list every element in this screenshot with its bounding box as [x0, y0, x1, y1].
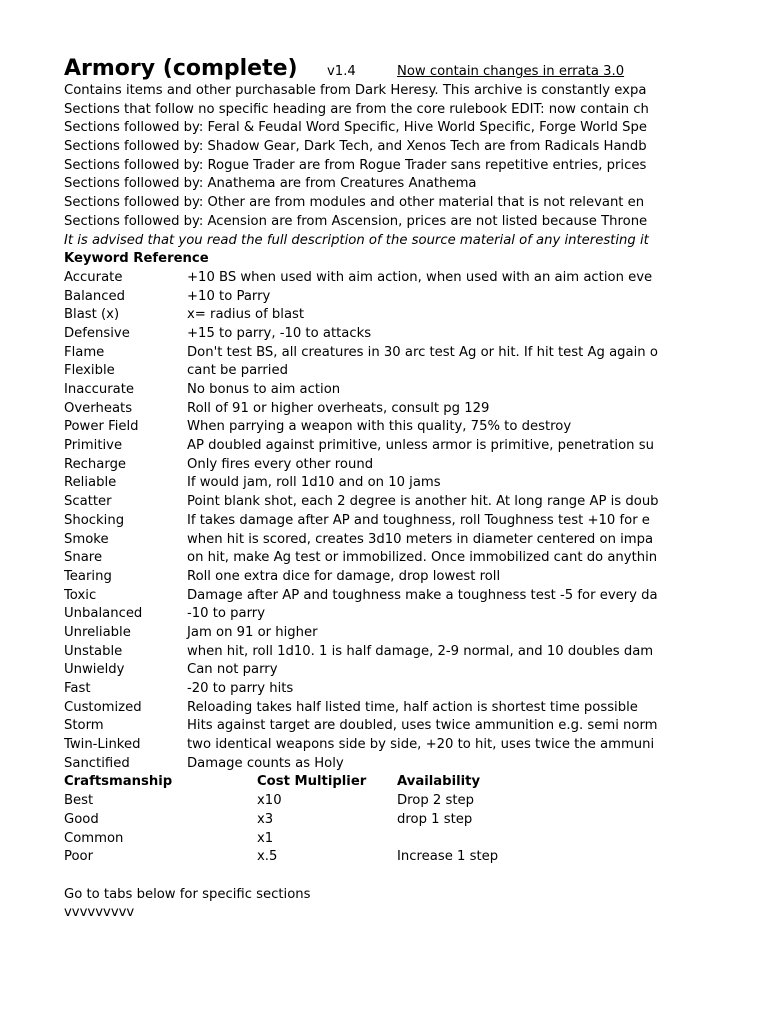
keyword-desc: Roll of 91 or higher overheats, consult pg 129: [187, 400, 490, 416]
keyword-name: Unreliable: [64, 624, 131, 640]
keyword-desc: If would jam, roll 1d10 and on 10 jams: [187, 475, 441, 491]
availability-cell: Drop 2 step: [397, 793, 475, 809]
keyword-desc: when hit, roll 1d10. 1 is half damage, 2-9 normal, and 10 doubles dam: [187, 643, 654, 659]
keyword-name: Fast: [64, 681, 91, 696]
keyword-name: Unwieldy: [64, 662, 125, 678]
keyword-row: [64, 288, 677, 307]
keyword-row: [64, 680, 677, 699]
keyword-desc: -20 to parry hits: [187, 681, 294, 696]
table-row: [64, 848, 677, 867]
footer-arrows: vvvvvvvvv: [64, 905, 135, 921]
footer-note: Go to tabs below for specific sections: [64, 886, 311, 902]
keyword-desc: If takes damage after AP and toughness, roll Toughness test +10 for e: [187, 512, 650, 528]
keyword-desc: Point blank shot, each 2 degree is another hit. At long range AP is doub: [187, 494, 659, 510]
keyword-name: Blast (x): [64, 307, 120, 323]
intro-line: Sections followed by: Acension are from Ascension, prices are not listed because Throne: [64, 213, 648, 229]
keyword-name: Reliable: [64, 475, 117, 491]
advice-line: It is advised that you read the full description of the source material of any interesting it: [64, 232, 649, 248]
keyword-table: [64, 269, 677, 774]
keyword-name: Shocking: [64, 512, 125, 528]
keyword-name: Storm: [64, 718, 104, 734]
availability-cell: Increase 1 step: [397, 849, 499, 865]
keyword-desc: AP doubled against primitive, unless armor is primitive, penetration su: [187, 438, 654, 454]
cost-multiplier-cell: x10: [257, 793, 282, 809]
keyword-desc: Jam on 91 or higher: [187, 624, 318, 640]
keyword-row: [64, 474, 677, 493]
keyword-heading: Keyword Reference: [64, 251, 209, 267]
keyword-row: [64, 624, 677, 643]
keyword-row: [64, 418, 677, 437]
keyword-name: Defensive: [64, 325, 130, 341]
keyword-name: Unstable: [64, 643, 123, 659]
keyword-row: [64, 306, 677, 325]
intro-line: Contains items and other purchasable from Dark Heresy. This archive is constantly expa: [64, 83, 647, 98]
keyword-name: Toxic: [64, 587, 97, 603]
intro-line: Sections followed by: Rogue Trader are from Rogue Trader sans repetitive entries, prices: [64, 157, 647, 173]
keyword-row: [64, 325, 677, 344]
blank-row: [64, 867, 677, 886]
intro-line: Sections followed by: Other are from modules and other material that is not relevant en: [64, 195, 645, 211]
spreadsheet-content: [64, 55, 677, 935]
keyword-name: Tearing: [64, 568, 112, 584]
cost-multiplier-cell: x3: [257, 811, 274, 827]
craftsmanship-header: Craftsmanship: [64, 774, 173, 790]
keyword-row: [64, 362, 677, 381]
keyword-row: [64, 661, 677, 680]
keyword-desc: Roll one extra dice for damage, drop lowest roll: [187, 568, 501, 584]
keyword-name: Snare: [64, 550, 103, 566]
keyword-desc: Only fires every other round: [187, 456, 374, 472]
keyword-name: Accurate: [64, 269, 123, 285]
keyword-row: [64, 381, 677, 400]
keyword-desc: No bonus to aim action: [187, 382, 341, 397]
keyword-name: Unbalanced: [64, 606, 143, 622]
keyword-name: Balanced: [64, 288, 125, 304]
keyword-row: [64, 587, 677, 606]
availability-header: Availability: [397, 774, 481, 790]
craftsmanship-cell: Good: [64, 811, 99, 827]
keyword-row: [64, 549, 677, 568]
keyword-row: [64, 269, 677, 288]
table-row: [64, 811, 677, 830]
keyword-desc: cant be parried: [187, 363, 288, 379]
craftsmanship-cell: Best: [64, 793, 94, 809]
keyword-desc: +10 BS when used with aim action, when used with an aim action eve: [187, 269, 653, 285]
keyword-name: Scatter: [64, 494, 112, 510]
keyword-desc: +10 to Parry: [187, 288, 271, 304]
keyword-name: Customized: [64, 699, 142, 715]
keyword-name: Smoke: [64, 531, 109, 547]
keyword-desc: +15 to parry, -10 to attacks: [187, 325, 372, 341]
keyword-row: [64, 755, 677, 774]
version-label: v1.4: [327, 64, 356, 79]
availability-cell: drop 1 step: [397, 811, 473, 827]
keyword-row: [64, 643, 677, 662]
keyword-row: [64, 605, 677, 624]
intro-line: Sections followed by: Feral & Feudal Word Specific, Hive World Specific, Forge World Spe: [64, 120, 648, 136]
keyword-desc: two identical weapons side by side, +20 to hit, uses twice the ammuni: [187, 737, 655, 753]
keyword-desc: Damage after AP and toughness make a toughness test -5 for every da: [187, 587, 658, 603]
cost-multiplier-cell: x1: [257, 830, 274, 846]
table-row: [64, 792, 677, 811]
keyword-desc: Hits against target are doubled, uses twice ammunition e.g. semi norm: [187, 718, 658, 734]
keyword-row: [64, 493, 677, 512]
keyword-desc: when hit is scored, creates 3d10 meters in diameter centered on impa: [187, 531, 654, 547]
keyword-desc: Don't test BS, all creatures in 30 arc test Ag or hit. If hit test Ag again o: [187, 344, 658, 360]
keyword-desc: on hit, make Ag test or immobilized. Once immobilized cant do anythin: [187, 550, 658, 566]
table-row: [64, 830, 677, 849]
cost-multiplier-header: Cost Multiplier: [257, 774, 367, 790]
keyword-name: Primitive: [64, 438, 123, 454]
intro-line: Sections followed by: Shadow Gear, Dark Tech, and Xenos Tech are from Radicals Handb: [64, 139, 647, 155]
keyword-desc: x= radius of blast: [187, 307, 305, 323]
keyword-name: Overheats: [64, 400, 133, 416]
craftsmanship-cell: Common: [64, 830, 124, 846]
keyword-name: Sanctified: [64, 755, 130, 771]
errata-note: Now contain changes in errata 3.0: [397, 64, 625, 79]
keyword-row: [64, 717, 677, 736]
keyword-name: Recharge: [64, 456, 127, 472]
intro-line: Sections that follow no specific heading are from the core rulebook EDIT: now contain ch: [64, 101, 649, 117]
keyword-row: [64, 736, 677, 755]
keyword-desc: -10 to parry: [187, 606, 266, 622]
intro-block: [64, 82, 677, 250]
keyword-row: [64, 400, 677, 419]
keyword-name: Inaccurate: [64, 382, 134, 397]
keyword-name: Flame: [64, 344, 105, 360]
keyword-row: [64, 512, 677, 531]
keyword-desc: Damage counts as Holy: [187, 755, 344, 771]
keyword-row: [64, 344, 677, 363]
craftsmanship-cell: Poor: [64, 849, 94, 865]
keyword-desc: When parrying a weapon with this quality, 75% to destroy: [187, 419, 572, 435]
keyword-name: Power Field: [64, 419, 139, 435]
craftsmanship-header-row: [64, 773, 677, 792]
keyword-name: Twin-Linked: [64, 737, 141, 753]
keyword-row: [64, 437, 677, 456]
keyword-row: [64, 531, 677, 550]
title-row: [64, 55, 677, 82]
keyword-desc: Can not parry: [187, 662, 278, 678]
keyword-name: Flexible: [64, 363, 115, 379]
keyword-desc: Reloading takes half listed time, half action is shortest time possible: [187, 699, 638, 715]
keyword-row: [64, 568, 677, 587]
craftsmanship-table: [64, 773, 677, 866]
intro-line: Sections followed by: Anathema are from Creatures Anathema: [64, 176, 477, 192]
page-title: Armory (complete): [64, 56, 298, 81]
cost-multiplier-cell: x.5: [257, 849, 278, 865]
keyword-row: [64, 456, 677, 475]
keyword-row: [64, 699, 677, 718]
